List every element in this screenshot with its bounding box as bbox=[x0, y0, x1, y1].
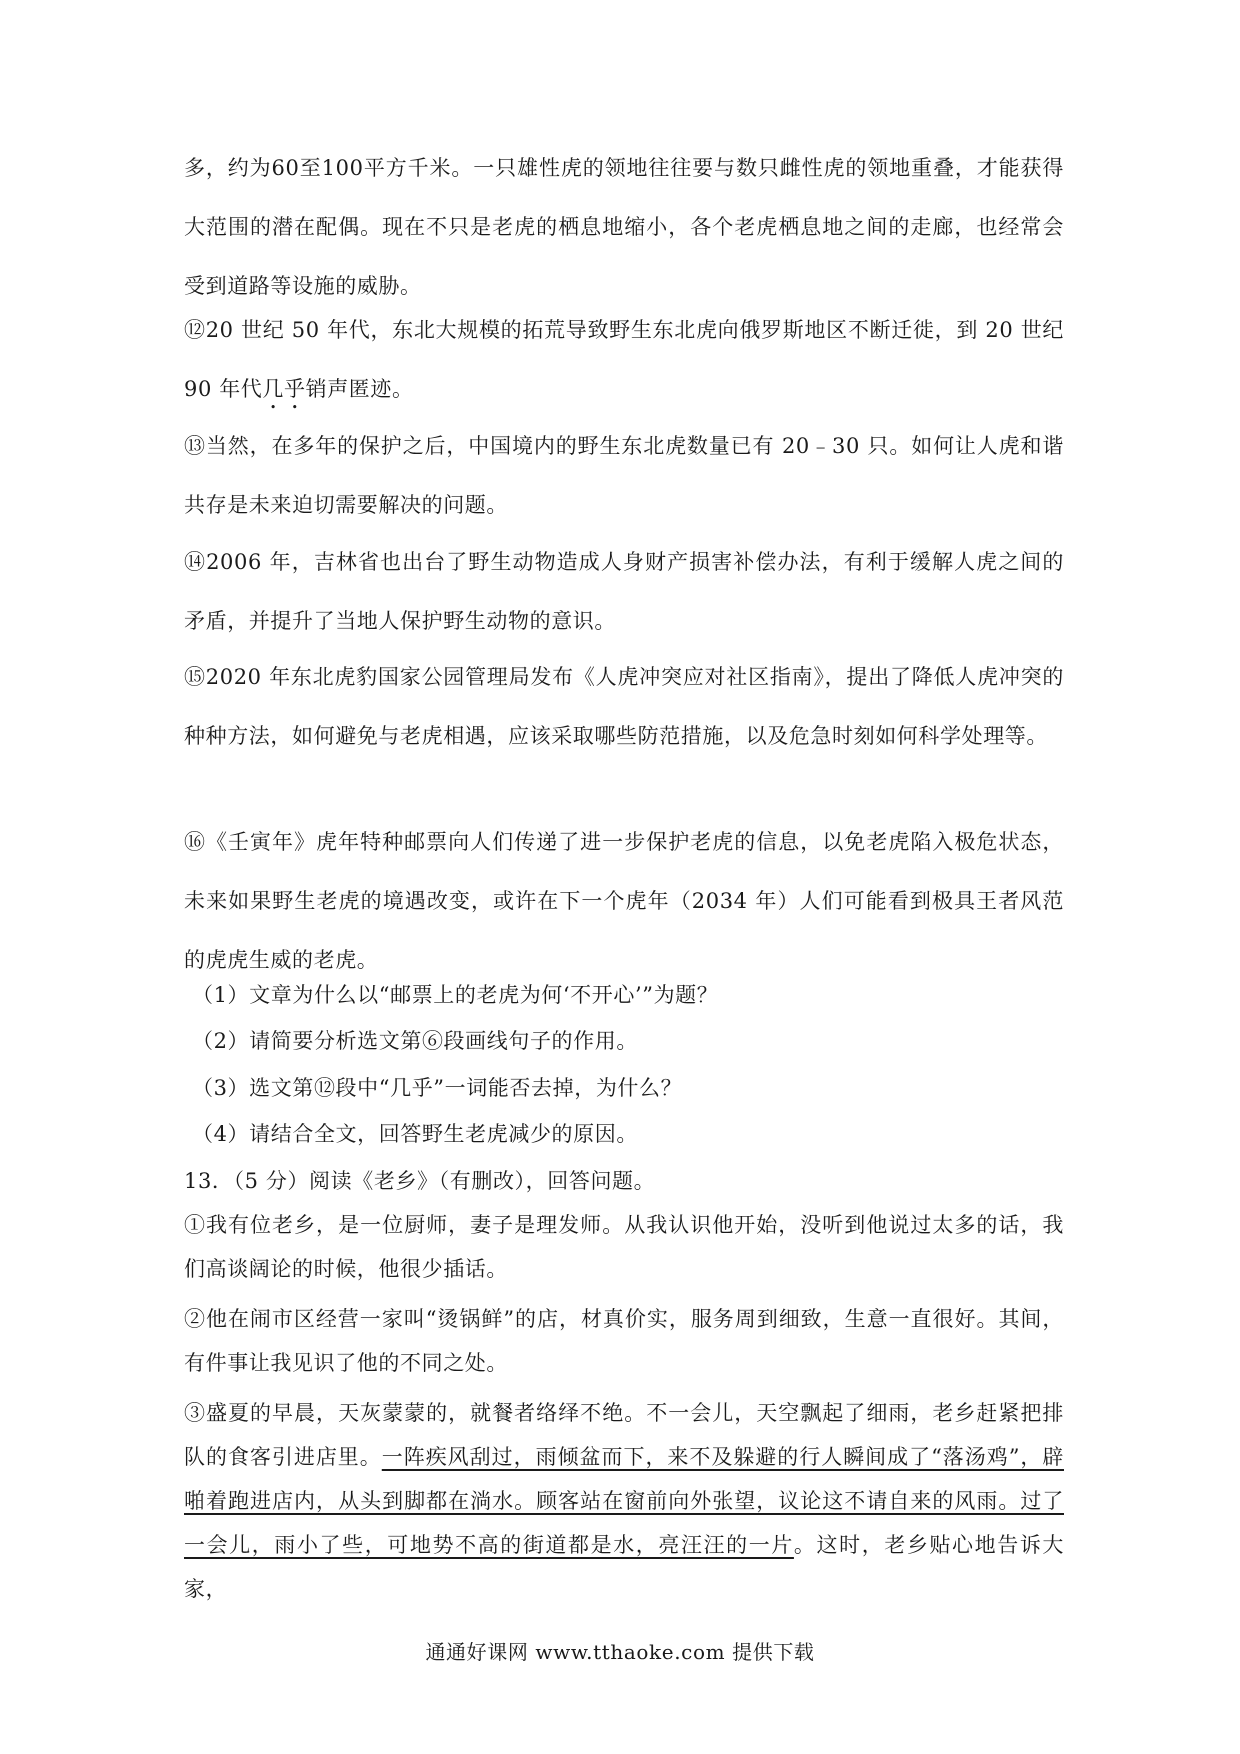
question-1: （1）文章为什么以“邮票上的老虎为何‘不开心’”为题？ bbox=[192, 983, 719, 1007]
paragraph-14: ⑭2006 年，吉林省也出台了野生动物造成人身财产损害补偿办法，有利于缓解人虎之间的矛盾，并提升了当地人保护野生动物的意识。 bbox=[184, 550, 1064, 633]
page-footer: 通通好课网 www.tthaoke.com 提供下载 bbox=[425, 1640, 815, 1664]
question-4: （4）请结合全文，回答野生老虎减少的原因。 bbox=[192, 1122, 638, 1146]
underlined-sentence: 一阵疾风刮过，雨倾盆而下，来不及躲避的行人瞬间成了“落汤鸡”，辟啪着跑进店内，从头到脚都在淌水。顾客站在窗前向外张望，议论这不请自来的风雨。过了一会儿，雨小了些，可地势不高的街道都是水，亮汪汪的一片 bbox=[184, 1445, 1064, 1557]
q13-paragraph-2: ②他在闹市区经营一家叫“烫锅鲜”的店，材真价实，服务周到细致，生意一直很好。其间，有件事让我见识了他的不同之处。 bbox=[184, 1307, 1064, 1375]
q13-paragraph-3-text: ③盛夏的早晨，天灰蒙蒙的，就餐者络绎不绝。不一会儿，天空飘起了细雨，老乡赶紧把排队的食客引进店里。 bbox=[184, 1401, 1064, 1469]
paragraph-13: ⑬当然，在多年的保护之后，中国境内的野生东北虎数量已有 20﹣30 只。如何让人虎和谐共存是未来迫切需要解决的问题。 bbox=[184, 434, 1064, 517]
paragraph-continued: 多，约为60至100平方千米。一只雄性虎的领地往往要与数只雌性虎的领地重叠，才能获得大范围的潜在配偶。现在不只是老虎的栖息地缩小，各个老虎栖息地之间的走廊，也经常会受到道路等设施的威胁。 bbox=[184, 156, 1064, 298]
paragraph-16: ⑯《壬寅年》虎年特种邮票向人们传递了进一步保护老虎的信息，以免老虎陷入极危状态，未来如果野生老虎的境遇改变，或许在下一个虎年（2034 年）人们可能看到极具王者风范的虎虎生威的老虎。 bbox=[184, 830, 1064, 972]
q13-paragraph-3 bbox=[184, 1391, 1064, 1611]
question-13-heading: 13．（5 分）阅读《老乡》（有删改），回答问题。 bbox=[184, 1169, 656, 1193]
paragraph-15: ⑮2020 年东北虎豹国家公园管理局发布《人虎冲突应对社区指南》，提出了降低人虎冲突的种种方法，如何避免与老虎相遇，应该采取哪些防范措施，以及危急时刻如何科学处理等。 bbox=[184, 665, 1064, 748]
question-3: （3）选文第⑫段中“几乎”一词能否去掉，为什么？ bbox=[192, 1076, 683, 1100]
q13-paragraph-1: ①我有位老乡，是一位厨师，妻子是理发师。从我认识他开始，没听到他说过太多的话，我们高谈阔论的时候，他很少插话。 bbox=[184, 1213, 1064, 1281]
question-2: （2）请简要分析选文第⑥段画线句子的作用。 bbox=[192, 1029, 638, 1053]
paragraph-12-end: 销声匿迹。 bbox=[305, 377, 414, 401]
paragraph-12-text: ⑫20 世纪 50 年代，东北大规模的拓荒导致野生东北虎向俄罗斯地区不断迁徙，到 20 世纪 90 年代 bbox=[184, 318, 1064, 401]
paragraph-12 bbox=[184, 301, 1064, 419]
dotted-word: 几乎 bbox=[262, 377, 306, 401]
q13-paragraph-3-end: 。这时，老乡贴心地告诉大家， bbox=[184, 1533, 1065, 1601]
